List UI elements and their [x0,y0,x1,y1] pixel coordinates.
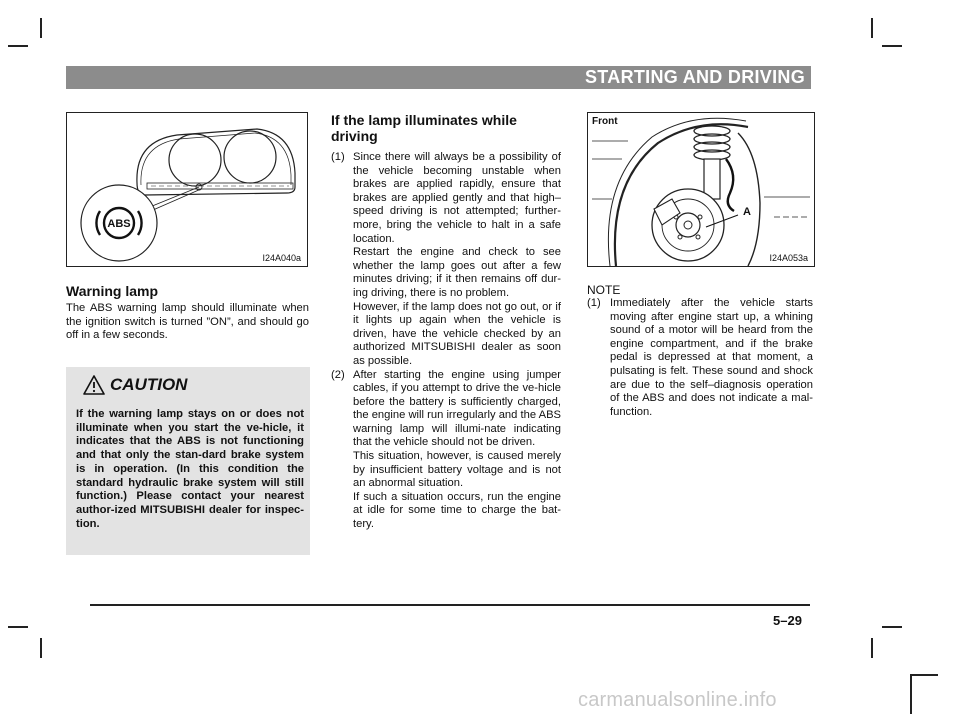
list-item [331,151,561,369]
section-header [66,66,811,89]
watermark: carmanualsonline.info [578,689,777,711]
list-item [587,297,813,419]
crop-mark [871,18,873,38]
page-number: 5–29 [773,613,802,628]
caution-title: CAUTION [110,375,188,394]
caution-text: If the warning lamp stays on or does not illuminate when you start the ve-hicle, it indicates that the ABS is not functioning and that only the stan-dard brake system is in operation. (In this condition the standard hydraulic brake system will still function.) Please contact your nearest author-ized MITSUBISHI dealer for inspec-tion. [76,408,304,530]
list-item-paragraph: If such a situation occurs, run the engine at idle for some time to charge the bat-tery. [353,490,561,531]
crop-mark [871,638,873,658]
note-list [587,297,813,419]
list-item-paragraph: However, if the lamp does not go out, or if it lights up again when the vehicle is driven, have the vehicle checked by an authorized MITSUBISHI dealer as soon as possible. [353,300,561,367]
note-text: Immediately after the vehicle starts moving after engine start up, a whining sound of a motor will be heard from the engine compartment, and if the brake pedal is depressed at that moment, a pulsating is felt. These sound and shock are due to the self–diagnosis operation of the ABS and does not indicate a mal-function. [610,297,813,418]
crop-mark [8,626,28,628]
list-item-paragraph: After starting the engine using jumper cables, if you attempt to drive the ve-hicle before the battery is sufficiently charged, the engine will run irregularly and the ABS warning lamp will illumi-nate indicating that the vehicle should not be driven. [353,368,561,449]
crop-mark [882,45,902,47]
lamp-illuminates-heading [331,112,571,144]
crop-mark [910,674,912,714]
section-title: STARTING AND DRIVING [585,67,805,87]
warning-triangle-icon [83,375,105,395]
heading-line: If the lamp illuminates while [331,112,517,128]
list-item-paragraph: This situation, however, is caused merely by insufficient battery voltage and is not an abnormal situation. [353,450,561,490]
front-brake-illustration [588,113,814,266]
crop-mark [8,45,28,47]
footer-rule [90,604,810,606]
list-item-number: (2) [331,368,345,381]
warning-lamp-text: The ABS warning lamp should illuminate when the ignition switch is turned ”ON”, and should go off in a few seconds. [66,302,309,342]
heading-line: driving [331,128,378,144]
list-item [331,369,561,532]
crop-mark [40,18,42,38]
crop-mark [40,638,42,658]
list-item-paragraph: Since there will always be a possibility of the vehicle becoming unstable when brakes are applied rapidly, ensure that brakes are applied gently and that high–speed driving is not attempted; further-more, bring the vehicle to halt in a safe location. [353,151,561,245]
list-item-number: (1) [587,297,601,309]
list-item-number: (1) [331,151,345,163]
callout-a: A [743,206,751,218]
driving-steps-list [331,151,561,532]
warning-lamp-heading: Warning lamp [66,283,159,299]
note-label: NOTE [587,283,621,297]
front-label: Front [592,116,618,127]
caution-box [66,367,310,555]
crop-mark [882,626,902,628]
figure-id: I24A040a [262,253,301,263]
crop-mark [910,674,938,676]
instrument-cluster-figure [66,112,308,267]
front-brake-figure [587,112,815,267]
instrument-cluster-illustration [67,113,307,266]
list-item-paragraph: Restart the engine and check to see whether the lamp goes out after a few minutes driving; if it then remains off dur-ing driving, there is no problem. [353,246,561,299]
abs-badge-text: ABS [107,218,131,230]
figure-id: I24A053a [769,253,808,263]
